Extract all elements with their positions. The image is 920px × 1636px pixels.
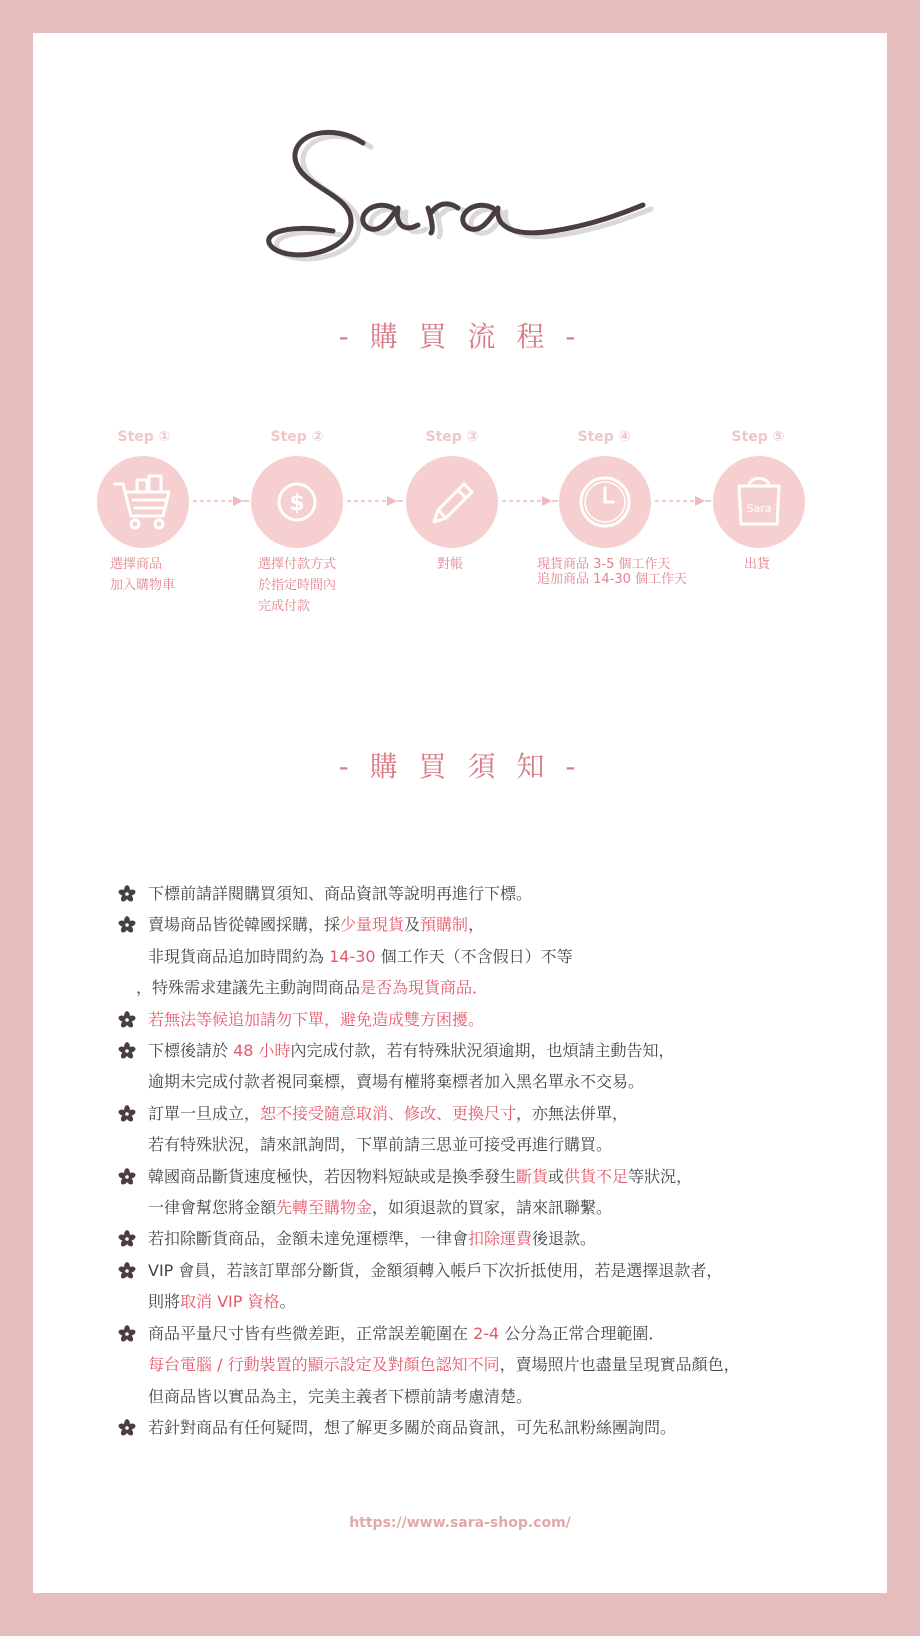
process-title: - 購 買 流 程 - — [338, 320, 582, 353]
notice-text: 韓國商品斷貨速度極快，若因物料短缺或是換季發生 — [148, 1166, 517, 1186]
notice-text: ，特殊需求建議先主動詢問商品 — [136, 978, 361, 998]
notice-line — [148, 1161, 878, 1192]
pencil-icon — [406, 456, 498, 548]
notice-text: 或 — [548, 1166, 565, 1186]
notice-item — [118, 909, 878, 1003]
shopping-cart-icon — [97, 456, 189, 548]
notice-item — [118, 1035, 878, 1098]
notice-line — [148, 1286, 878, 1317]
dollar-coin-icon — [251, 456, 343, 548]
notice-line — [148, 1066, 878, 1097]
notice-line — [148, 1098, 878, 1129]
notice-text: 若針對商品有任何疑問，想了解更多關於商品資訊，可先私訊粉絲團詢問。 — [148, 1417, 677, 1437]
arrow-connector — [347, 495, 403, 507]
notice-title: - 購 買 須 知 - — [338, 750, 582, 783]
step-3-circle — [406, 456, 498, 548]
highlight-text: 每台電腦 / 行動裝置的顯示設定及對顏色認知不同 — [148, 1355, 500, 1375]
step-2-desc-line: 完成付款 — [258, 599, 311, 614]
notice-item — [118, 1318, 878, 1412]
notice-text: 。 — [279, 1292, 296, 1312]
highlight-text: 14-30 — [329, 946, 376, 966]
notice-text: ，賣場照片也盡量呈現實品顏色， — [499, 1355, 740, 1375]
notice-line — [148, 1004, 878, 1035]
step-3-label: Step ③ — [425, 429, 479, 445]
step-5-circle — [713, 456, 805, 548]
step-4-circle — [559, 456, 651, 548]
notice-text: 非現貨商品追加時間約為 — [148, 946, 330, 966]
notice-text: 訂單一旦成立， — [148, 1103, 261, 1123]
notice-line — [148, 1035, 878, 1066]
notice-text: 則將 — [148, 1292, 181, 1312]
step-2-desc-line: 選擇付款方式 — [258, 557, 337, 572]
notice-text: 下標後請於 — [148, 1041, 234, 1061]
notice-text: 但商品皆以實品為主，完美主義者下標前請考慮清楚。 — [148, 1386, 533, 1406]
step-2-circle — [251, 456, 343, 548]
notice-item — [118, 1255, 878, 1318]
sara-logo — [33, 113, 887, 303]
clock-icon — [559, 456, 651, 548]
notice-text: 等狀況， — [628, 1166, 693, 1186]
flower-bullet-icon — [118, 1105, 136, 1123]
notice-line — [148, 909, 878, 940]
highlight-text: 先轉至購物金 — [276, 1198, 373, 1218]
highlight-text: 扣除運費 — [468, 1229, 533, 1249]
highlight-text: 恕不接受隨意取消、修改、更換尺寸 — [260, 1103, 517, 1123]
notice-line — [148, 878, 878, 909]
notice-text: 內完成付款，若有特殊狀況須逾期，也煩請主動告知， — [290, 1041, 675, 1061]
notice-text: 後退款。 — [532, 1229, 597, 1249]
step-1-desc — [110, 554, 175, 596]
step-5-desc — [744, 554, 770, 575]
highlight-text: 少量現貨 — [340, 915, 405, 935]
flower-bullet-icon — [118, 916, 136, 934]
step-3-desc-line: 對帳 — [437, 557, 464, 572]
highlight-text: 斷貨 — [516, 1166, 549, 1186]
step-2-desc — [258, 554, 336, 617]
notice-text: 個工作天（不含假日）不等 — [375, 946, 573, 966]
notice-line — [148, 1381, 878, 1412]
step-4-label: Step ④ — [577, 429, 631, 445]
flower-bullet-icon — [118, 1419, 136, 1437]
flower-bullet-icon — [118, 1011, 136, 1029]
notice-text: 商品平量尺寸皆有些微差距，正常誤差範圍在 — [148, 1323, 474, 1343]
step-1-label: Step ① — [117, 429, 171, 445]
arrow-connector — [193, 495, 249, 507]
step-2-label: Step ② — [270, 429, 324, 445]
notice-line — [148, 941, 878, 972]
highlight-text: 2-4 — [473, 1323, 500, 1343]
notice-text: 一律會幫您將金額 — [148, 1198, 277, 1218]
notice-item — [118, 1004, 878, 1035]
notice-line — [148, 1223, 878, 1254]
notice-line — [148, 1192, 878, 1223]
notice-text: 若有特殊狀況，請來訊詢問，下單前請三思並可接受再進行購買。 — [148, 1135, 613, 1155]
notice-line — [148, 1129, 878, 1160]
notice-line — [148, 1318, 878, 1349]
step-1-desc-line: 選擇商品 — [110, 557, 163, 572]
notice-line — [148, 1349, 878, 1380]
step-5-desc-line: 出貨 — [744, 557, 771, 572]
highlight-text: 取消 VIP 資格 — [180, 1292, 280, 1312]
flower-bullet-icon — [118, 1168, 136, 1186]
notice-item — [118, 1161, 878, 1224]
notice-text: 逾期未完成付款者視同棄標，賣場有權將棄標者加入黑名單永不交易。 — [148, 1072, 645, 1092]
notice-item — [118, 1412, 878, 1443]
step-4-desc-line: 現貨商品 3-5 個工作天 — [537, 557, 671, 572]
notice-text: 及 — [404, 915, 421, 935]
notice-list — [118, 878, 878, 1443]
bag-brand-text: Sara — [746, 502, 772, 515]
flower-bullet-icon — [118, 1042, 136, 1060]
notice-text: 若扣除斷貨商品，金額未達免運標準，一律會 — [148, 1229, 469, 1249]
shop-url: https://www.sara-shop.com/ — [349, 1515, 571, 1531]
flower-bullet-icon — [118, 885, 136, 903]
notice-item — [118, 1098, 878, 1161]
notice-text: VIP 會員，若該訂單部分斷貨，金額須轉入帳戶下次折抵使用，若是選擇退款者， — [148, 1260, 723, 1280]
highlight-text: 預購制 — [420, 915, 469, 935]
step-3-desc — [437, 554, 463, 575]
shopping-bag-icon — [713, 456, 805, 548]
arrow-connector — [655, 495, 711, 507]
notice-line — [148, 1412, 878, 1443]
highlight-text: 48 小時 — [233, 1041, 291, 1061]
notice-text: ，如須退款的買家，請來訊聯繫。 — [372, 1198, 613, 1218]
flower-bullet-icon — [118, 1262, 136, 1280]
step-5-label: Step ⑤ — [731, 429, 785, 445]
notice-text: 公分為正常合理範圍． — [499, 1323, 665, 1343]
highlight-text: 若無法等候追加請勿下單，避免造成雙方困擾。 — [148, 1009, 485, 1029]
notice-line — [136, 972, 878, 1003]
step-1-circle — [97, 456, 189, 548]
arrow-connector — [502, 495, 558, 507]
highlight-text: 供貨不足 — [564, 1166, 629, 1186]
highlight-text: 是否為現貨商品． — [360, 978, 489, 998]
notice-text: ，亦無法併單， — [516, 1103, 629, 1123]
content-card — [33, 33, 887, 1593]
notice-item — [118, 878, 878, 909]
notice-item — [118, 1223, 878, 1254]
step-4-desc — [537, 554, 687, 587]
notice-text: ， — [468, 915, 485, 935]
notice-text: 賣場商品皆從韓國採購，採 — [148, 915, 341, 935]
notice-line — [148, 1255, 878, 1286]
flower-bullet-icon — [118, 1325, 136, 1343]
flower-bullet-icon — [118, 1230, 136, 1248]
notice-text: 下標前請詳閱購買須知、商品資訊等說明再進行下標。 — [148, 884, 533, 903]
step-2-desc-line: 於指定時間內 — [258, 578, 337, 593]
svg-text:$: $ — [289, 491, 305, 516]
step-1-desc-line: 加入購物車 — [110, 578, 176, 593]
step-4-desc-line: 追加商品 14-30 個工作天 — [537, 572, 688, 587]
